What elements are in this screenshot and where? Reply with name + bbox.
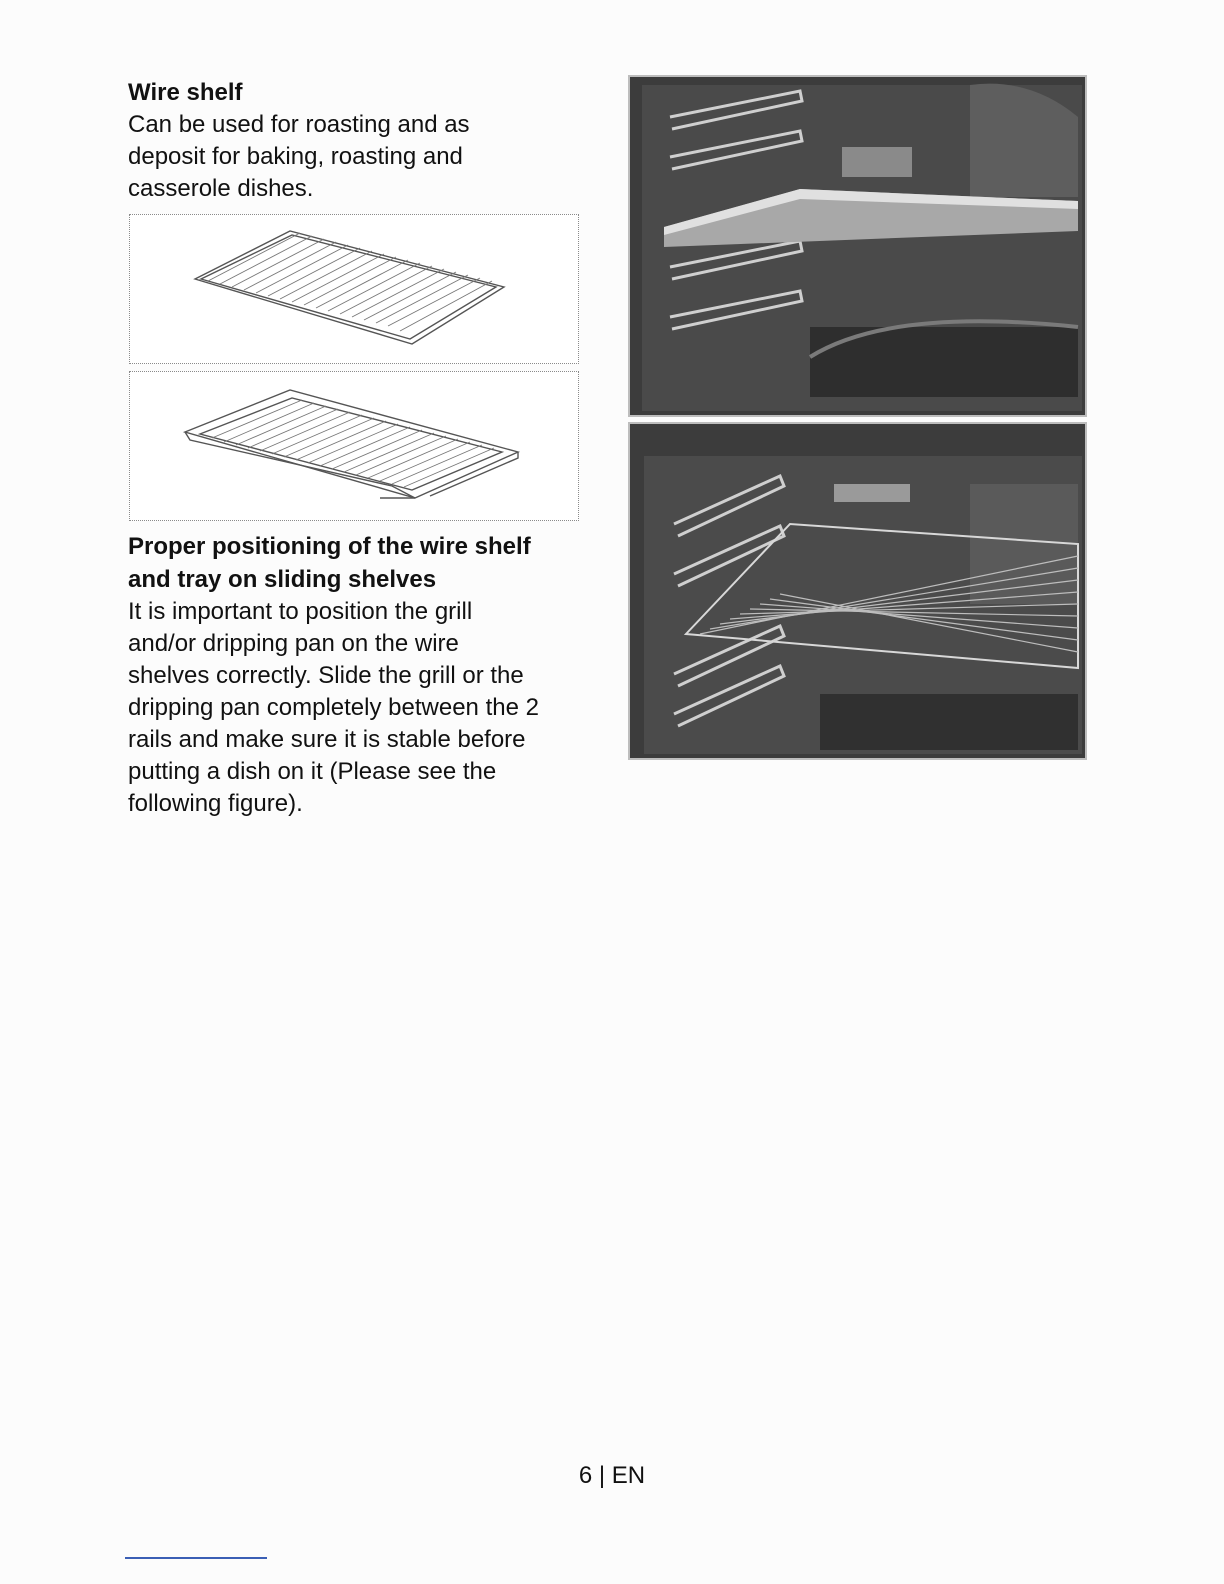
wire-shelf-heading: Wire shelf	[128, 79, 243, 106]
positioning-heading-line: Proper positioning of the wire shelf	[128, 533, 531, 560]
scan-edge-line	[125, 1557, 267, 1559]
wire-shelf-text-line: Can be used for roasting and as	[128, 111, 470, 138]
oven-wire-shelf-photo	[628, 422, 1087, 760]
left-column	[128, 76, 598, 205]
positioning-text-line: dripping pan completely between the 2	[128, 694, 539, 721]
positioning-text-line: and/or dripping pan on the wire	[128, 630, 459, 657]
positioning-section	[128, 530, 598, 820]
positioning-text-line: shelves correctly. Slide the grill or the	[128, 662, 524, 689]
positioning-text-line: rails and make sure it is stable before	[128, 726, 526, 753]
oven-tray-photo	[628, 75, 1087, 417]
wire-shelf-text-line: casserole dishes.	[128, 175, 314, 202]
positioning-text-line: It is important to position the grill	[128, 598, 473, 625]
positioning-text-line: following figure).	[128, 790, 303, 817]
positioning-heading-line: and tray on sliding shelves	[128, 566, 437, 593]
wire-shelf-frame-illustration	[129, 371, 579, 521]
wire-shelf-illustration	[129, 214, 579, 364]
wire-shelf-text-line: deposit for baking, roasting and	[128, 143, 463, 170]
page-number: 6 | EN	[578, 1462, 646, 1489]
positioning-text-line: putting a dish on it (Please see the	[128, 758, 497, 785]
